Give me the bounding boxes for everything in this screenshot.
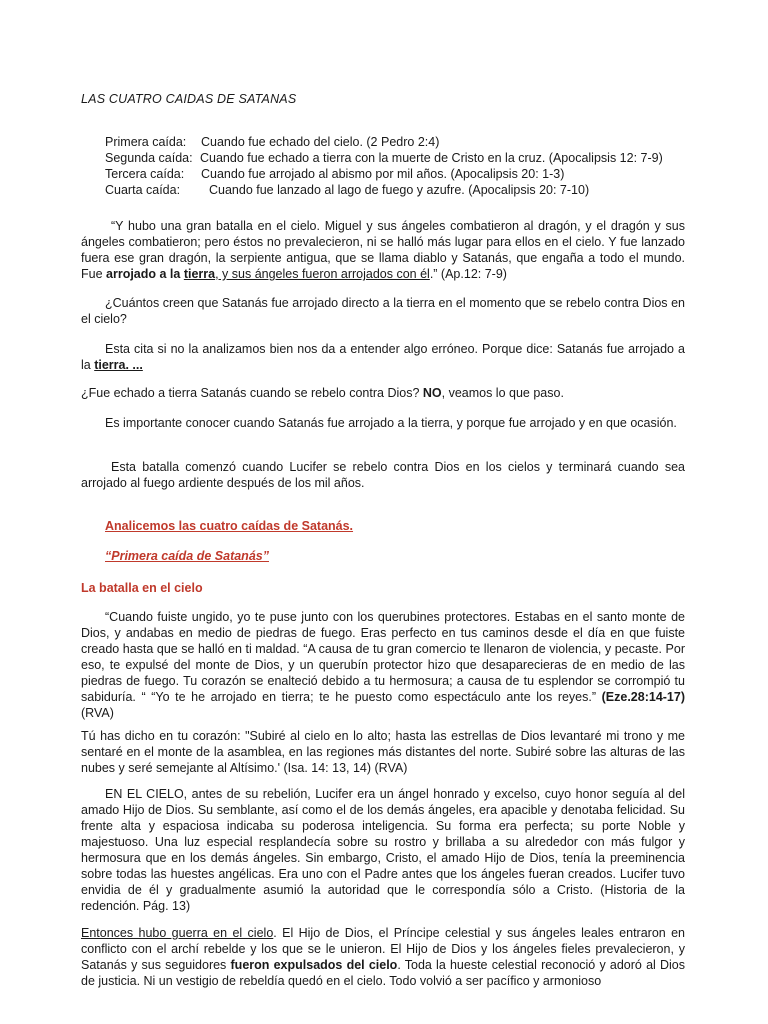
paragraph-battle: Esta batalla comenzó cuando Lucifer se rebelo contra Dios en los cielos y terminará cuando sea arrojado al fuego ardiente después de los mil años. [81, 460, 685, 490]
fall-label: Primera caída: [105, 135, 187, 149]
list-item [105, 166, 663, 182]
paragraph-ezekiel: “Cuando fuiste ungido, yo te puse junto con los querubines protectores. Estabas en el santo monte de Dios, y andabas en medio de piedras de fuego. Eras perfecto en tus caminos desde el día en que fuiste creado hasta que se halló en ti maldad. “A causa de tu gran comercio te llenaron de violencia, y pecaste. Por eso, te expulsé del monte de Dios, y un querubín protector hizo que desaparecieras de en medio de las piedras de fuego. Tu corazón se enalteció debido a tu hermosura; a causa de tu esplendor se corrompió tu sabiduría. “ “Yo te he arrojado en tierra; te he puesto como espectáculo ante los reyes.” (Eze.28:14-17) (RVA) [81, 610, 685, 720]
paragraph-revelation-quote: “Y hubo una gran batalla en el cielo. Miguel y sus ángeles combatieron al dragón, y el dragón y sus ángeles combatieron; pero éstos no prevalecieron, ni se halló más lugar para ellos en el cielo. Y fue lanzado fuera ese gran dragón, la serpiente antigua, que se llama diablo y Satanás, que engaña a todo el mundo. Fue arrojado a la tierra, y sus ángeles fueron arrojados con él.” (Ap.12: 7-9) [81, 219, 685, 281]
fall-text: Cuando fue echado a tierra con la muerte de Cristo en la cruz. (Apocalipsis 12: 7-9) [200, 151, 663, 165]
list-item [105, 134, 663, 150]
paragraph-question: ¿Cuántos creen que Satanás fue arrojado directo a la tierra en el momento que se rebelo contra Dios en el cielo? [81, 296, 685, 326]
fall-label: Segunda caída: [105, 151, 193, 165]
page-title: LAS CUATRO CAIDAS DE SATANAS [81, 92, 297, 106]
falls-list [105, 134, 663, 198]
paragraph-war-in-heaven: Entonces hubo guerra en el cielo. El Hijo de Dios, el Príncipe celestial y sus ángeles leales entraron en conflicto con el archí rebelde y los que se le unieron. El Hijo de Dios y los ángeles fieles prevalecieron, y Satanás y sus seguidores fueron expulsados del cielo. Toda la hueste celestial reconoció y adoró al Dios de justicia. Ni un vestigio de rebeldía quedó en el cielo. Todo volvió a ser pacífico y armonioso [81, 926, 686, 988]
paragraph-isaiah: Tú has dicho en tu corazón: "Subiré al cielo en lo alto; hasta las estrellas de Dios levantaré mi trono y me sentaré en el monte de la asamblea, en las regiones más distantes del norte. Subiré sobre las alturas de las nubes y seré semejante al Altísimo.' (Isa. 14: 13, 14) (RVA) [81, 729, 685, 775]
list-item [105, 182, 663, 198]
fall-text: Cuando fue echado del cielo. (2 Pedro 2:4) [201, 135, 440, 149]
section-heading-analysis: Analicemos las cuatro caídas de Satanás. [105, 519, 354, 533]
fall-label: Tercera caída: [105, 167, 185, 181]
paragraph-important: Es importante conocer cuando Satanás fue arrojado a la tierra, y porque fue arrojado y en que ocasión. [105, 416, 677, 430]
fall-text: Cuando fue lanzado al lago de fuego y azufre. (Apocalipsis 20: 7-10) [209, 183, 590, 197]
paragraph-lucifer: EN EL CIELO, antes de su rebelión, Lucifer era un ángel honrado y excelso, cuyo honor seguía al del amado Hijo de Dios. Su semblante, así como el de los demás ángeles, era apacible y denotaba felicidad. Su frente alta y espaciosa indicaba su poderosa inteligencia. Su forma era perfecta; su porte Noble y majestuoso. Una luz especial resplandecía sobre su rostro y brillaba a su alrededor con más fulgor y hermosura que en los demás ángeles. Sin embargo, Cristo, el amado Hijo de Dios, tenía la preeminencia sobre todas las huestes angélicas. Era uno con el Padre antes que los ángeles fueran creados. Lucifer tuvo envidia de él y gradualmente asumió la autoridad que le correspondía sólo a Cristo. (Historia de la redención. Pág. 13) [81, 787, 685, 913]
paragraph-no: ¿Fue echado a tierra Satanás cuando se rebelo contra Dios? NO, veamos lo que paso. [81, 386, 564, 400]
list-item [105, 150, 663, 166]
paragraph-analysis: Esta cita si no la analizamos bien nos da a entender algo erróneo. Porque dice: Satanás fue arrojado a la tierra. ... [81, 342, 685, 372]
fall-label: Cuarta caída: [105, 183, 181, 197]
section-heading-first-fall: “Primera caída de Satanás” [105, 549, 269, 563]
section-heading-battle: La batalla en el cielo [81, 581, 203, 595]
fall-text: Cuando fue arrojado al abismo por mil años. (Apocalipsis 20: 1-3) [201, 167, 565, 181]
